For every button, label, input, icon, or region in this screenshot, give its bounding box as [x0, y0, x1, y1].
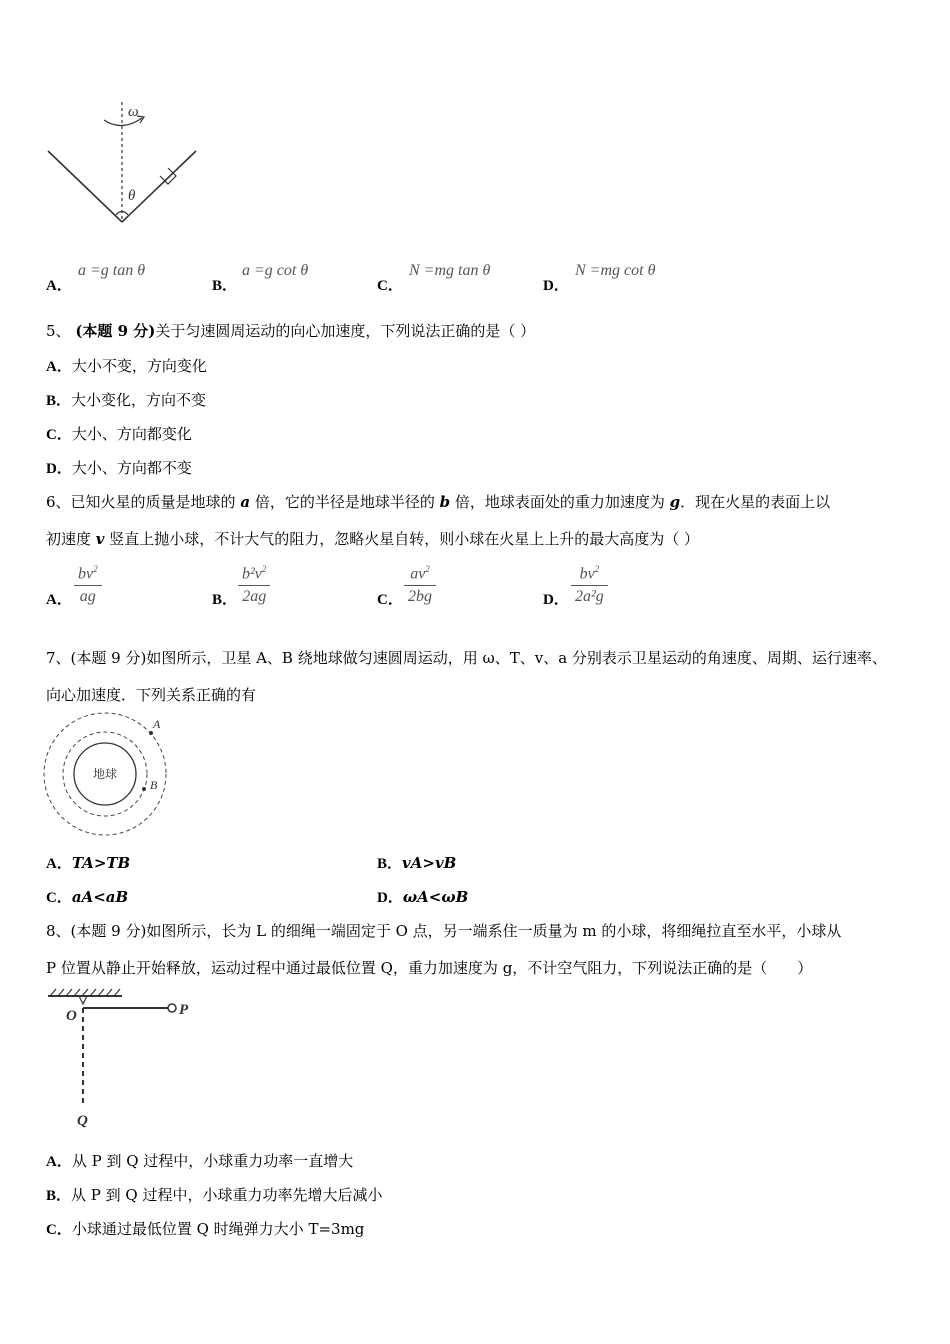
q8-stem-line1: 8、(本题 9 分)如图所示，长为 L 的细绳一端固定于 O 点，另一端系住一质量为 m 的小球，将细绳拉直至水平，小球从 [46, 922, 842, 940]
q6-option-d-fraction [571, 564, 608, 606]
q5-option-a [46, 355, 207, 376]
q8-option-b-label: B． [46, 1188, 72, 1204]
q8-option-a-label: A． [46, 1154, 72, 1170]
q7-option-d-label: D． [377, 890, 403, 906]
q8-option-a [46, 1150, 353, 1171]
q6-stem-line2 [46, 528, 699, 549]
q4-option-a-label: A． [46, 278, 72, 294]
q8-option-c-label: C． [46, 1222, 72, 1238]
q4-option-b-formula: a =g cot θ [242, 262, 309, 279]
q6-option-d-label: D． [543, 592, 569, 608]
q6-var-b: b [439, 493, 451, 511]
q4-option-d-label: D． [543, 278, 569, 294]
q5-text: 关于匀速圆周运动的向心加速度，下列说法正确的是（ ） [155, 322, 536, 340]
q7-option-b [377, 852, 456, 873]
q7-option-d [377, 886, 468, 907]
q6-option-a-numerator: bv [78, 565, 94, 583]
q5-option-d-text: 大小、方向都不变 [71, 459, 192, 477]
q6-option-b-num-exp: 2 [261, 564, 267, 574]
pendulum-figure [40, 986, 200, 1131]
point-q-label: Q [77, 1113, 88, 1129]
q8-option-b-text: 从 P 到 Q 过程中，小球重力功率先增大后减小 [71, 1186, 383, 1204]
q5-tag: (本题 9 分) [75, 322, 156, 340]
q6-var-v: v [95, 530, 105, 548]
q5-option-b-label: B． [46, 393, 72, 409]
q5-number: 5、 [46, 322, 71, 340]
omega-label: ω [128, 104, 139, 120]
q4-option-c-formula: N =mg tan θ [409, 262, 491, 279]
q6-line1-part3: 倍，地球表面处的重力加速度为 [450, 493, 670, 511]
q6-option-b-label: B． [212, 592, 238, 608]
q5-option-b-text: 大小变化，方向不变 [71, 391, 207, 409]
q6-var-a: a [240, 493, 251, 511]
q4-option-d-formula: N =mg cot θ [575, 262, 656, 279]
q6-line1-part2: 倍，它的半径是地球半径的 [250, 493, 440, 511]
q5-stem [46, 320, 535, 341]
q6-line1-part1: 6、已知火星的质量是地球的 [46, 493, 241, 511]
q4-option-b-label: B． [212, 278, 238, 294]
q4-option-c-label: C． [377, 278, 403, 294]
q5-option-d-label: D． [46, 461, 72, 477]
q7-option-c-label: C． [46, 890, 72, 906]
q6-option-a-fraction [74, 564, 102, 606]
q7-option-a-text: TA>TB [71, 854, 131, 872]
q5-option-c-text: 大小、方向都变化 [71, 425, 192, 443]
q7-option-d-text: ωA<ωB [402, 888, 469, 906]
q5-option-b [46, 389, 206, 410]
q6-option-c-label: C． [377, 592, 403, 608]
orbit-figure [40, 712, 175, 837]
q6-line1-part4: ．现在火星的表面上以 [680, 493, 831, 511]
ball-p [168, 1004, 176, 1012]
point-o-label: O [66, 1008, 77, 1024]
q7-option-c-text: aA<aB [71, 888, 129, 906]
q4-option-a-formula: a =g tan θ [78, 262, 146, 279]
q7-option-b-label: B． [377, 856, 403, 872]
q6-option-d-num-exp: 2 [594, 564, 600, 574]
theta-label: θ [128, 188, 136, 204]
q6-line2-part1: 初速度 [46, 530, 96, 548]
q7-option-a [46, 852, 130, 873]
q8-option-b [46, 1184, 382, 1205]
q7-option-b-text: vA>vB [402, 854, 457, 872]
q6-option-a-denominator: ag [74, 585, 102, 606]
q6-option-a-num-exp: 2 [93, 564, 98, 574]
cone-figure [40, 98, 210, 228]
q5-option-c [46, 423, 192, 444]
q6-option-b-denominator: 2ag [238, 585, 270, 606]
satellite-b [142, 787, 146, 791]
q6-option-b-fraction [238, 564, 270, 606]
q6-option-d-numerator: bv [579, 565, 595, 583]
satellite-a [149, 731, 153, 735]
q6-option-b-numerator: b²v [242, 565, 262, 583]
q6-stem-line1 [46, 491, 830, 512]
q8-option-a-text: 从 P 到 Q 过程中，小球重力功率一直增大 [71, 1152, 354, 1170]
earth-label: 地球 [93, 767, 118, 781]
satellite-b-label: B [150, 778, 158, 792]
q8-option-c-text: 小球通过最低位置 Q 时绳弹力大小 T=3mg [71, 1220, 365, 1238]
q6-option-d-denominator: 2a²g [571, 585, 608, 606]
q5-option-a-label: A． [46, 359, 72, 375]
q6-option-c-fraction [404, 564, 436, 606]
q5-option-d [46, 457, 192, 478]
q6-var-g: g [669, 493, 681, 511]
q6-option-c-denominator: 2bg [404, 585, 436, 606]
q5-option-c-label: C． [46, 427, 72, 443]
q7-stem-line2: 向心加速度．下列关系正确的有 [46, 686, 257, 704]
q6-option-c-numerator: av [410, 565, 426, 583]
q7-stem-line1: 7、(本题 9 分)如图所示，卫星 A、B 绕地球做匀速圆周运动，用 ω、T、v、a 分别表示卫星运动的角速度、周期、运行速率、 [46, 649, 887, 667]
point-p-label: P [179, 1002, 189, 1018]
q6-option-a-label: A． [46, 592, 72, 608]
q6-option-c-num-exp: 2 [425, 564, 430, 574]
q6-line2-part2: 竖直上抛小球，不计大气的阻力，忽略火星自转，则小球在火星上上升的最大高度为（ ） [104, 530, 700, 548]
q8-option-c [46, 1218, 364, 1239]
q7-option-a-label: A． [46, 856, 72, 872]
q8-stem-line2: P 位置从静止开始释放，运动过程中通过最低位置 Q，重力加速度为 g，不计空气阻力，下列说法正确的是（ ） [46, 959, 813, 977]
satellite-a-label: A [153, 717, 161, 731]
q5-option-a-text: 大小不变，方向变化 [71, 357, 207, 375]
q7-option-c [46, 886, 128, 907]
